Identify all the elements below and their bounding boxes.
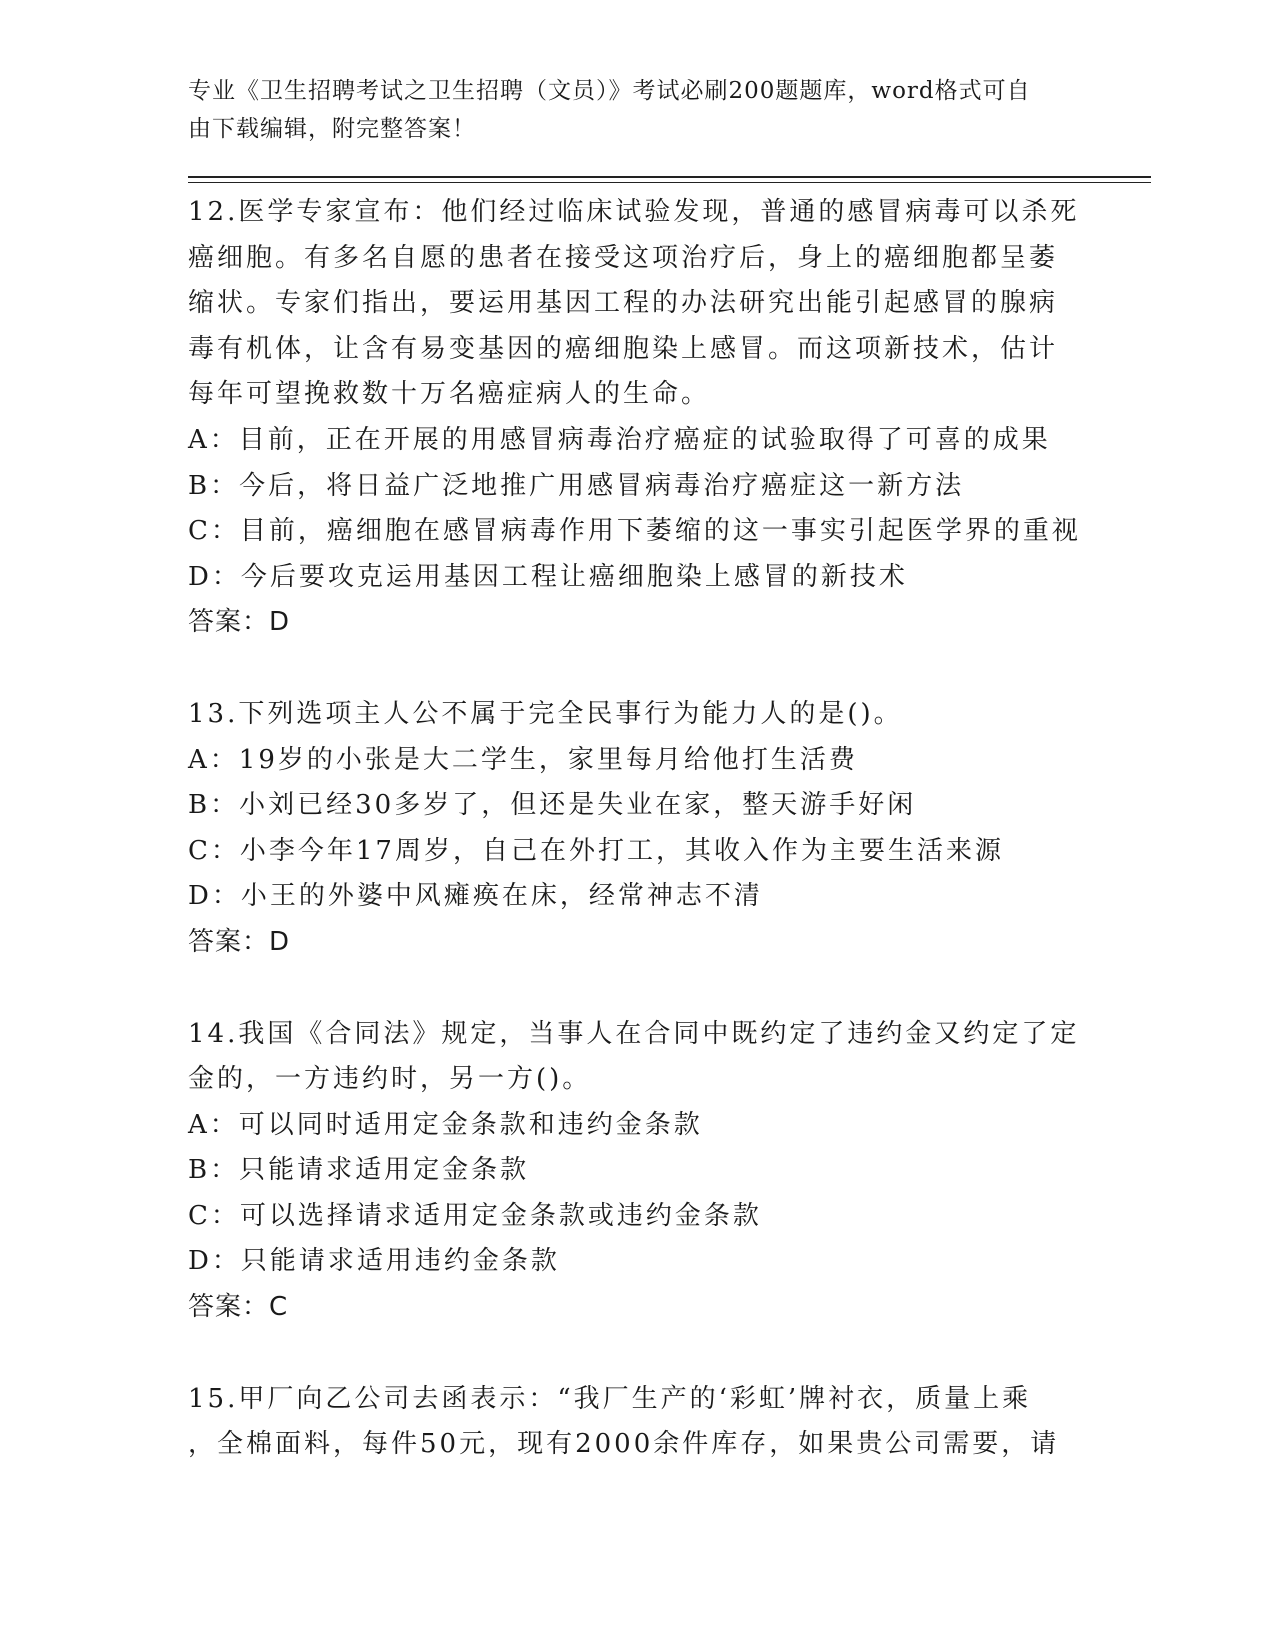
header-line-1: 专业《卫生招聘考试之卫生招聘（文员）》考试必刷200题题库，word格式可自: [188, 78, 1031, 104]
option-d: D：今后要攻克运用基因工程让癌细胞染上感冒的新技术: [188, 561, 908, 592]
question-12: [188, 190, 1088, 646]
answer-line: 答案：C: [188, 1292, 289, 1323]
option-c: C：目前，癌细胞在感冒病毒作用下萎缩的这一事实引起医学界的重视: [188, 516, 1081, 547]
header-rule-thick: [188, 176, 1151, 178]
answer-line: 答案：D: [188, 607, 291, 638]
question-14: [188, 1012, 1088, 1331]
question-text-line: 15.甲厂向乙公司去函表示：“我厂生产的‘彩虹’牌衬衣，质量上乘: [188, 1383, 1032, 1414]
question-text-line: 每年可望挽救数十万名癌症病人的生命。: [188, 379, 711, 410]
option-d: D：只能请求适用违约金条款: [188, 1246, 560, 1277]
question-text-line: ，全棉面料，每件50元，现有2000余件库存，如果贵公司需要，请: [188, 1429, 1060, 1460]
question-text-line: 癌细胞。有多名自愿的患者在接受这项治疗后，身上的癌细胞都呈萎: [188, 242, 1059, 273]
question-text-line: 12.医学专家宣布：他们经过临床试验发现，普通的感冒病毒可以杀死: [188, 197, 1080, 227]
option-a: A：19岁的小张是大二学生，家里每月给他打生活费: [188, 744, 858, 775]
option-b: B：只能请求适用定金条款: [188, 1155, 530, 1186]
option-c: C：可以选择请求适用定金条款或违约金条款: [188, 1200, 762, 1231]
option-b: B：小刘已经30多岁了，但还是失业在家，整天游手好闲: [188, 790, 917, 821]
question-text-line: 毒有机体，让含有易变基因的癌细胞染上感冒。而这项新技术，估计: [188, 333, 1059, 364]
header-rule-thin: [188, 182, 1151, 183]
option-d: D：小王的外婆中风瘫痪在床，经常神志不清: [188, 881, 763, 912]
question-list: [188, 190, 1088, 1514]
question-text-line: 缩状。专家们指出，要运用基因工程的办法研究出能引起感冒的腺病: [188, 288, 1059, 319]
question-13: [188, 692, 1088, 966]
question-text-line: 13.下列选项主人公不属于完全民事行为能力人的是()。: [188, 698, 903, 729]
question-text-line: 金的，一方违约时，另一方()。: [188, 1064, 592, 1095]
option-a: A：目前，正在开展的用感冒病毒治疗癌症的试验取得了可喜的成果: [188, 424, 1051, 455]
option-c: C：小李今年17周岁，自己在外打工，其收入作为主要生活来源: [188, 835, 1004, 866]
option-b: B：今后，将日益广泛地推广用感冒病毒治疗癌症这一新方法: [188, 470, 965, 501]
answer-line: 答案：D: [188, 926, 291, 957]
question-text-line: 14.我国《合同法》规定，当事人在合同中既约定了违约金又约定了定: [188, 1018, 1080, 1049]
option-a: A：可以同时适用定金条款和违约金条款: [188, 1109, 703, 1140]
document-header: [188, 72, 1068, 148]
question-15: [188, 1377, 1088, 1468]
header-line-2: 由下载编辑，附完整答案！: [188, 116, 476, 142]
